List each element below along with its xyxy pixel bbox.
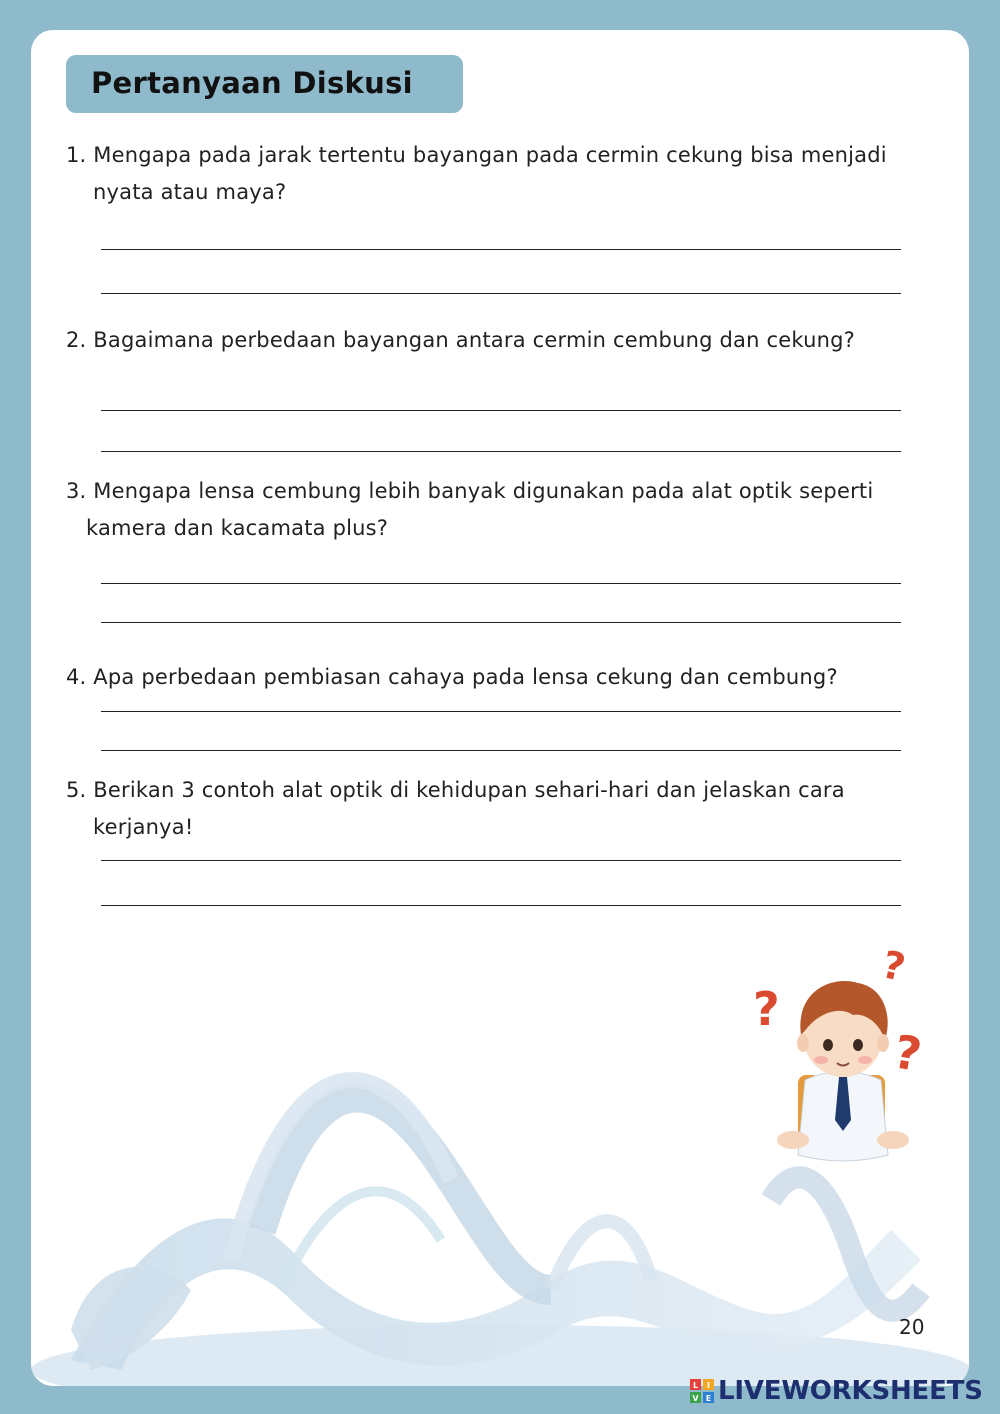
answer-line-5b[interactable] [101, 905, 901, 906]
question-1-text: 1. Mengapa pada jarak tertentu bayangan pada cermin cekung bisa menjadi [66, 143, 887, 167]
question-3-text: 3. Mengapa lensa cembung lebih banyak digunakan pada alat optik seperti [66, 479, 874, 503]
worksheet-page [31, 30, 969, 1386]
question-mark-icon: ? [889, 1024, 926, 1083]
question-1 [66, 137, 936, 211]
wave-decoration [31, 30, 969, 1386]
answer-line-3a[interactable] [101, 583, 901, 584]
liveworksheets-brand[interactable] [690, 1374, 983, 1408]
svg-text:I: I [707, 1381, 710, 1390]
question-2 [66, 322, 936, 359]
answer-line-4b[interactable] [101, 750, 901, 751]
answer-line-5a[interactable] [101, 860, 901, 861]
answer-line-2b[interactable] [101, 451, 901, 452]
brand-name: LIVEWORKSHEETS [718, 1376, 983, 1406]
question-5 [66, 772, 936, 846]
title-banner [66, 55, 463, 113]
question-3-text-cont: kamera dan kacamata plus? [86, 516, 389, 540]
question-3 [66, 473, 936, 547]
page-number: 20 [899, 1315, 925, 1339]
thinking-boy-illustration [743, 935, 943, 1165]
svg-text:V: V [692, 1394, 699, 1403]
answer-line-1b[interactable] [101, 293, 901, 294]
answer-line-4a[interactable] [101, 711, 901, 712]
question-4-text: 4. Apa perbedaan pembiasan cahaya pada lensa cekung dan cembung? [66, 665, 838, 689]
question-2-text: 2. Bagaimana perbedaan bayangan antara cermin cembung dan cekung? [66, 328, 855, 352]
svg-text:E: E [705, 1394, 712, 1403]
svg-text:L: L [692, 1381, 699, 1390]
answer-line-1a[interactable] [101, 249, 901, 250]
answer-line-2a[interactable] [101, 410, 901, 411]
question-1-text-cont: nyata atau maya? [93, 180, 287, 204]
question-5-text-cont: kerjanya! [93, 815, 194, 839]
liveworksheets-logo-icon [690, 1379, 714, 1403]
question-5-text: 5. Berikan 3 contoh alat optik di kehidupan sehari-hari dan jelaskan cara [66, 778, 845, 802]
question-mark-icon: ? [753, 982, 780, 1036]
page-title: Pertanyaan Diskusi [91, 66, 413, 100]
question-mark-icon: ? [878, 942, 910, 990]
answer-line-3b[interactable] [101, 622, 901, 623]
question-4 [66, 659, 936, 696]
